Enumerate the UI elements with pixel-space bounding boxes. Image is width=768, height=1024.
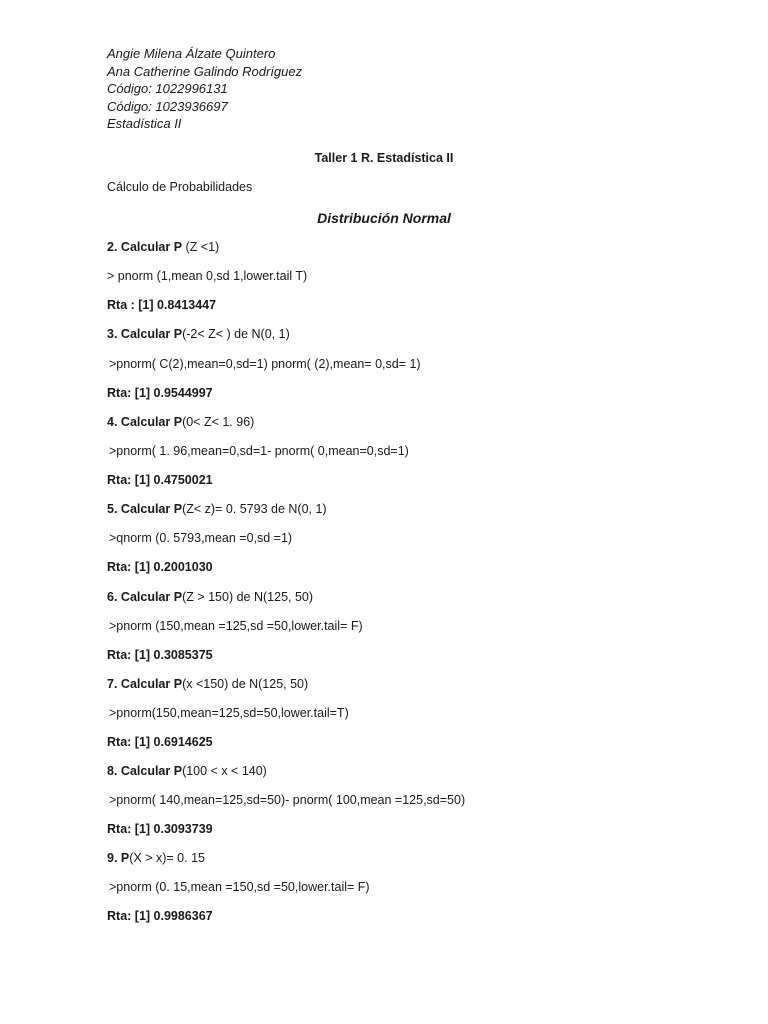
problem-number: 9. — [107, 851, 118, 865]
problem-prompt-bold: Calcular P — [117, 764, 183, 778]
problem-prompt — [107, 677, 308, 691]
answer: Rta: [1] 0.3085375 — [107, 648, 213, 662]
problem-prompt-rest: (Z <1) — [182, 240, 220, 254]
problem-prompt-bold: Calcular P — [117, 590, 183, 604]
problem-prompt — [107, 327, 290, 341]
problem-prompt — [107, 415, 254, 429]
problem-number: 5. — [107, 502, 118, 516]
problem-prompt-bold: Calcular P — [117, 415, 183, 429]
answer: Rta: [1] 0.9986367 — [107, 909, 213, 923]
answer: Rta: [1] 0.9544997 — [107, 386, 213, 400]
problem-prompt-bold: Calcular P — [117, 677, 183, 691]
course-name: Estadística II — [107, 116, 182, 132]
answer: Rta: [1] 0.4750021 — [107, 473, 213, 487]
problem-prompt-bold: P — [117, 851, 130, 865]
r-command: > pnorm (1,mean 0,sd 1,lower.tail T) — [107, 269, 308, 283]
student-code-1: Código: 1022996131 — [107, 81, 228, 97]
author-name-2: Ana Catherine Galindo Rodríguez — [107, 63, 303, 79]
problem-number: 4. — [107, 415, 118, 429]
problem-prompt-rest: (Z< z)= 0. 5793 de N(0, 1) — [182, 502, 327, 516]
problem-prompt — [107, 764, 267, 778]
answer-line — [107, 473, 213, 487]
problem-prompt-rest: (Z > 150) de N(125, 50) — [182, 590, 314, 604]
answer-line — [107, 822, 213, 836]
author-name-1: Angie Milena Álzate Quintero — [107, 46, 276, 61]
answer: Rta: [1] 0.6914625 — [107, 735, 213, 749]
problem-number: 7. — [107, 677, 118, 691]
problem-prompt — [107, 590, 313, 604]
r-command: >pnorm (0. 15,mean =150,sd =50,lower.tail= F) — [109, 880, 370, 894]
problem-number: 6. — [107, 590, 118, 604]
problem-number: 2. — [107, 240, 118, 254]
answer-line — [107, 735, 213, 749]
problem-prompt-bold: Calcular P — [117, 240, 183, 254]
answer-line — [107, 648, 213, 662]
r-command: >qnorm (0. 5793,mean =0,sd =1) — [109, 531, 293, 545]
problem-prompt-bold: Calcular P — [117, 327, 183, 341]
r-command: >pnorm(150,mean=125,sd=50,lower.tail=T) — [109, 706, 349, 720]
problem-prompt-rest: (x <150) de N(125, 50) — [182, 677, 309, 691]
answer-line — [107, 386, 213, 400]
problem-prompt-rest: (100 < x < 140) — [182, 764, 267, 778]
r-command: >pnorm( C(2),mean=0,sd=1) pnorm( (2),mean= 0,sd= 1) — [109, 357, 421, 371]
r-command: >pnorm (150,mean =125,sd =50,lower.tail= F) — [109, 619, 363, 633]
answer-line — [107, 560, 213, 574]
section-title: Distribución Normal — [317, 210, 451, 226]
answer-line — [107, 909, 213, 923]
problem-prompt-rest: (-2< Z< ) de N(0, 1) — [182, 327, 290, 341]
r-command: >pnorm( 1. 96,mean=0,sd=1- pnorm( 0,mean=0,sd=1) — [109, 444, 409, 458]
problem-prompt-bold: Calcular P — [117, 502, 183, 516]
answer: Rta : [1] 0.8413447 — [107, 298, 217, 312]
answer: Rta: [1] 0.3093739 — [107, 822, 213, 836]
answer-line — [107, 298, 216, 312]
problem-prompt — [107, 240, 219, 254]
document-title: Taller 1 R. Estadística II — [314, 151, 454, 165]
problem-number: 8. — [107, 764, 118, 778]
problem-prompt — [107, 502, 327, 516]
r-command: >pnorm( 140,mean=125,sd=50)- pnorm( 100,mean =125,sd=50) — [109, 793, 466, 807]
problem-prompt — [107, 851, 205, 865]
answer: Rta: [1] 0.2001030 — [107, 560, 213, 574]
problem-prompt-rest: (X > x)= 0. 15 — [129, 851, 205, 865]
problem-number: 3. — [107, 327, 118, 341]
author-header — [107, 45, 302, 133]
problem-prompt-rest: (0< Z< 1. 96) — [182, 415, 255, 429]
document-subtitle: Cálculo de Probabilidades — [107, 180, 253, 194]
student-code-2: Código: 1023936697 — [107, 98, 228, 114]
